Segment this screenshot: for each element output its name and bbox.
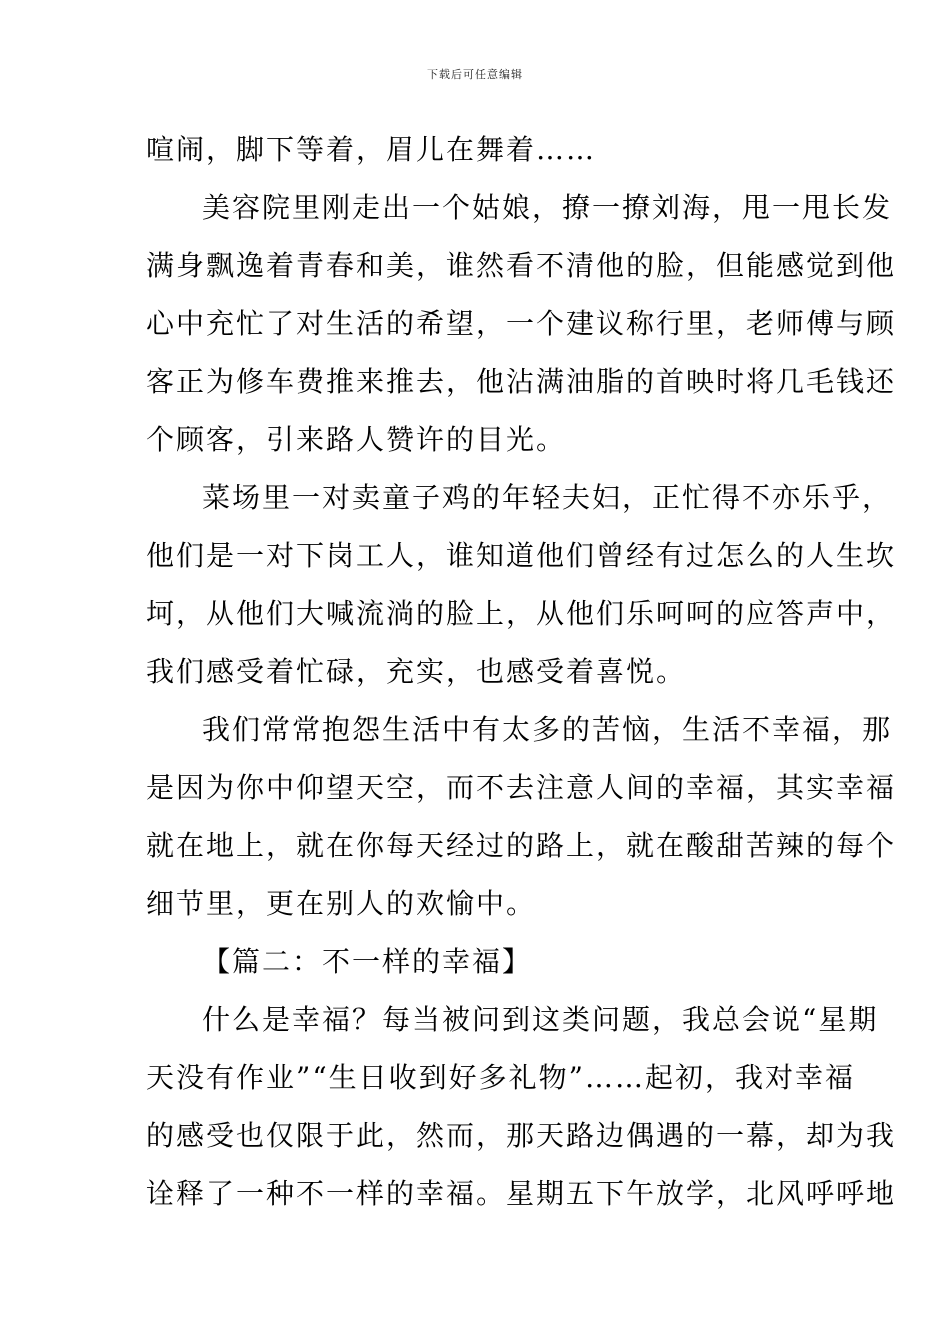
text-line: 坷，从他们大喊流淌的脸上，从他们乐呵呵的应答声中， [146, 597, 897, 630]
text-line: 客正为修车费推来推去，他沾满油脂的首映时将几毛钱还 [146, 365, 897, 398]
text-line: 【篇二：不一样的幸福】 [202, 945, 533, 978]
text-line: 我们常常抱怨生活中有太多的苦恼，生活不幸福，那 [202, 713, 893, 746]
text-line: 天没有作业”“生日收到好多礼物”……起初，我对幸福 [146, 1061, 855, 1094]
text-line: 他们是一对下岗工人，谁知道他们曾经有过怎么的人生坎 [146, 539, 897, 572]
document-body [146, 121, 897, 1223]
page-header: 下载后可任意编辑 [427, 68, 523, 81]
text-line: 满身飘逸着青春和美，谁然看不清他的脸，但能感觉到他 [146, 249, 897, 282]
text-line: 美容院里刚走出一个姑娘，撩一撩刘海，甩一甩长发 [202, 191, 893, 224]
paragraph-3 [146, 469, 897, 701]
section-heading [146, 933, 806, 991]
text-line: 菜场里一对卖童子鸡的年轻夫妇，正忙得不亦乐乎， [202, 481, 893, 514]
text-line: 我们感受着忙碌，充实，也感受着喜悦。 [146, 655, 687, 688]
paragraph-5 [146, 991, 897, 1223]
text-line: 是因为你中仰望天空，而不去注意人间的幸福，其实幸福 [146, 771, 897, 804]
text-line: 诠释了一种不一样的幸福。星期五下午放学，北风呼呼地 [146, 1177, 897, 1210]
text-line: 个顾客，引来路人赞许的目光。 [146, 423, 567, 456]
text-line: 细节里，更在别人的欢愉中。 [146, 887, 537, 920]
text-line: 喧闹，脚下等着，眉儿在舞着…… [146, 133, 597, 166]
paragraph-1 [146, 121, 806, 179]
text-line: 的感受也仅限于此，然而，那天路边偶遇的一幕，却为我 [146, 1119, 897, 1152]
text-line: 什么是幸福？每当被问到这类问题，我总会说“星期 [202, 1003, 879, 1036]
text-line: 就在地上，就在你每天经过的路上，就在酸甜苦辣的每个 [146, 829, 897, 862]
paragraph-2 [146, 179, 897, 469]
paragraph-4 [146, 701, 897, 933]
text-line: 心中充忙了对生活的希望，一个建议称行里，老师傅与顾 [146, 307, 897, 340]
